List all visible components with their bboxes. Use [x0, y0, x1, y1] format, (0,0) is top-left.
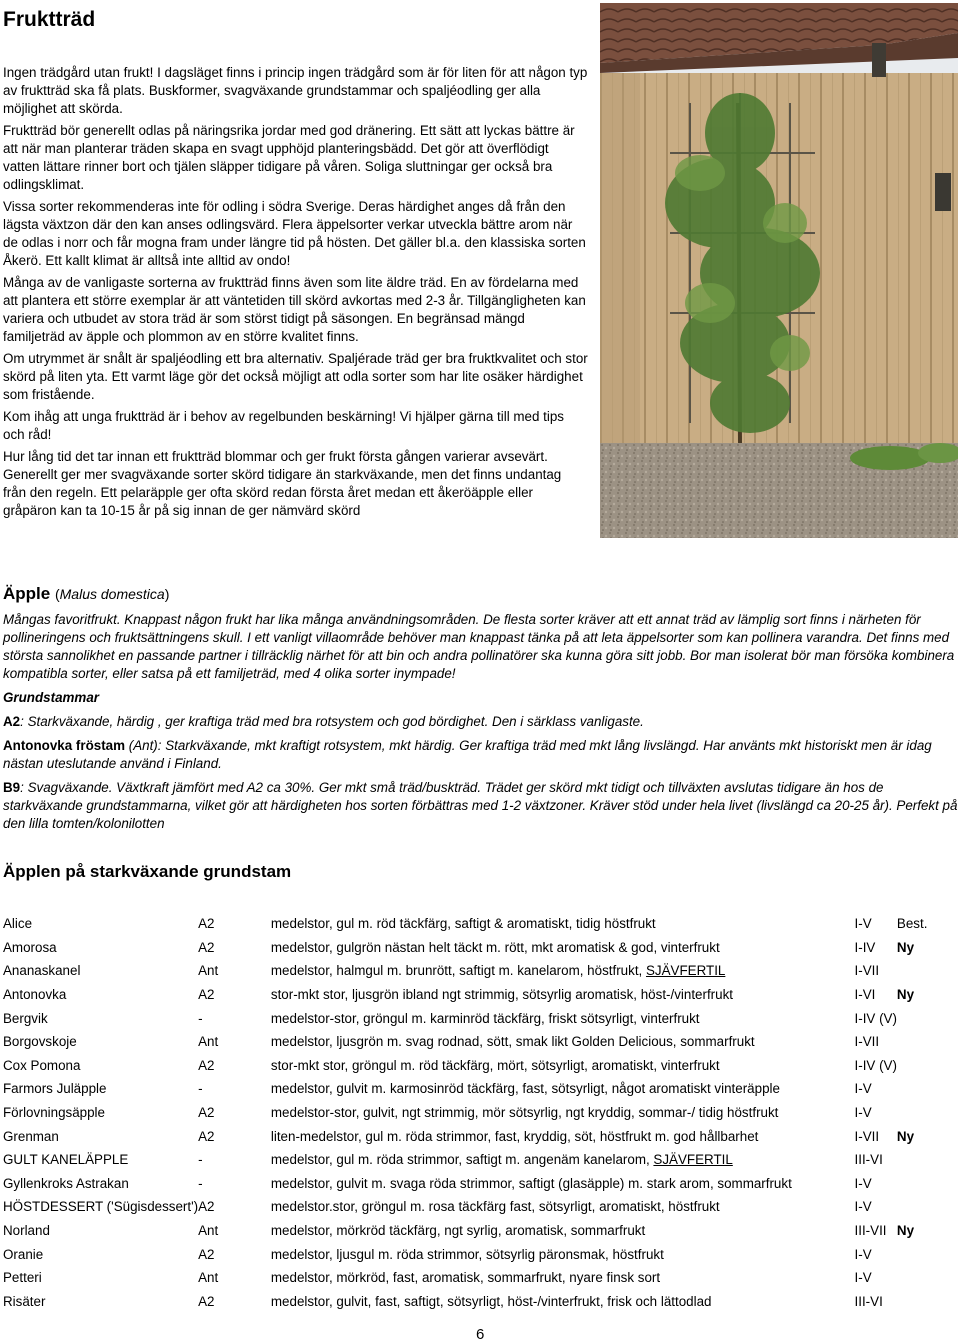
- cultivar-rootstock: A2: [198, 1199, 215, 1215]
- cultivar-name: Cox Pomona: [3, 1057, 81, 1073]
- apple-heading: [3, 584, 169, 604]
- apple-description-text: Mångas favoritfrukt. Knappast någon frukt har lika många användningsområden. De flesta sorter kräver att ett annat träd av lämplig sort finns i närheten för pollineringens och fruktsättningens skull. I ett vanligt villaområde behöver man knappast tänka på att leta äppelsorter som kan pollinera varandra. Det finns med största sannolikhet en passande partner i tillräcklig närhet för att bin och andra pollinatörer ska kunna göra sitt jobb. Bor man isolerat bör man försöka kombinera kompatibla sorter, eller satsa på ett familjeträd, med 4 olika sorter inympade!: [3, 612, 955, 681]
- cultivar-name: HÖSTDESSERT ('Sügisdessert'): [3, 1199, 199, 1215]
- cultivar-description-text: medelstor, gul m. röda strimmor, saftigt m. angenäm kanelarom,: [270, 1152, 654, 1168]
- cultivar-zone: I-VII: [854, 963, 880, 979]
- intro-paragraph: Fruktträd bör generellt odlas på näringsrika jordar med god dränering. Ett sätt att lyckas bättre är att när man planterar träden skapa en svagt upphöjd planteringsbädd. Det gör att överflödigt vatten lättare rinner bort och tjälen släpper tidigare på våren. Soliga sluttningar ger också bra odlingsklimat.: [3, 123, 575, 192]
- rootstock-text: (Ant): Starkväxande, mkt kraftigt rotsystem, mkt härdig. Ger kraftiga träd med mkt lång livslängd. Har använts mkt historiskt men är idag nästan uteslutande använd i Finland.: [3, 738, 932, 771]
- cultivar-note: [897, 1172, 960, 1196]
- cultivar-name: Farmors Juläpple: [3, 1081, 107, 1097]
- cultivar-zone: I-V: [854, 1199, 872, 1215]
- table-row: [3, 936, 960, 960]
- page-number: 6: [476, 1326, 485, 1343]
- intro-paragraph: Kom ihåg att unga fruktträd är i behov av regelbunden beskärning! Vi hjälper gärna till med tips och råd!: [3, 409, 565, 442]
- table-row: [3, 1077, 960, 1101]
- rootstock-entry: [3, 779, 958, 833]
- cultivar-rootstock: A2: [198, 1057, 215, 1073]
- cultivar-table: [3, 912, 960, 1313]
- cultivar-description-text: medelstor, gulvit m. svaga röda strimmor, saftigt (glasäpple) m. stark arom, sommarfrukt: [270, 1175, 792, 1191]
- cultivar-description-text: medelstor, gulvit, fast, saftigt, sötsyrligt, höst-/vinterfrukt, frisk och lättodlad: [270, 1293, 712, 1309]
- cultivar-rootstock: A2: [198, 1128, 215, 1144]
- cultivar-name: Oranie: [3, 1246, 44, 1262]
- cultivar-note: [897, 1006, 960, 1030]
- table-row: [3, 1195, 960, 1219]
- cultivar-zone: III-VI: [854, 1152, 883, 1168]
- table-row: [3, 959, 960, 983]
- cultivar-name: GULT KANELÄPPLE: [3, 1152, 129, 1168]
- cultivar-description-text: medelstor, ljusgul m. röda strimmor, sötsyrlig päronsmak, höstfrukt: [270, 1246, 664, 1262]
- cultivar-rootstock: Ant: [198, 1270, 219, 1286]
- rootstocks-heading: Grundstammar: [3, 690, 99, 705]
- cultivar-description-text: medelstor, gulgrön nästan helt täckt m. rött, mkt aromatisk & god, vinterfrukt: [270, 939, 720, 955]
- cultivar-name: Alice: [3, 916, 33, 932]
- cultivar-rootstock: A2: [198, 1293, 215, 1309]
- intro-paragraph: Vissa sorter rekommenderas inte för odling i södra Sverige. Deras härdighet anges då från den lägsta växtzon där den kan anses odlingsvärd. Flera äppelsorter verkar utveckla bättre arom när de odlas i norr och får mogna fram under längre tid på hösten. Det gäller bl.a. den klassiska sorten Åkerö. Ett kallt klimat är alltså inte alltid av ondo!: [3, 199, 586, 268]
- cultivar-note: [897, 1242, 960, 1266]
- cultivar-rootstock: A2: [198, 1246, 215, 1262]
- intro-paragraph: Ingen trädgård utan frukt! I dagsläget finns i princip ingen trädgård som är för liten för att någon typ av fruktträd ska få plats. Buskformer, svagväxande grundstammar och spaljéodling ger alla möjlighet att skörda.: [3, 65, 588, 116]
- table-row: [3, 912, 960, 936]
- cultivar-description: [271, 1148, 855, 1172]
- cultivar-rootstock: A2: [198, 987, 215, 1003]
- cultivar-zone: III-VII: [854, 1223, 887, 1239]
- rootstock-text: : Starkväxande, härdig , ger kraftiga träd med bra rotsystem och god bördighet. Den i särklass vanligaste.: [20, 714, 644, 729]
- cultivar-zone: I-V: [854, 916, 872, 932]
- cultivar-note: Ny: [896, 939, 915, 955]
- cultivar-description-text: medelstor, mörkröd täckfärg, ngt syrlig, aromatisk, sommarfrukt: [270, 1223, 646, 1239]
- cultivar-description: [271, 1242, 855, 1266]
- cultivar-description: [271, 1077, 855, 1101]
- cultivar-rootstock: A2: [198, 1105, 215, 1121]
- cultivar-description: [271, 912, 855, 936]
- cultivar-description: [271, 1266, 855, 1290]
- cultivar-note: [897, 1054, 960, 1078]
- cultivar-description-text: medelstor-stor, gröngul m. karminröd täckfärg, friskt sötsyrligt, vinterfrukt: [270, 1010, 700, 1026]
- cultivar-description-text: medelstor, ljusgrön m. svag rodnad, sött, smak likt Golden Delicious, sommarfrukt: [270, 1034, 755, 1050]
- apple-description: [3, 611, 958, 839]
- cultivar-description: [271, 1290, 855, 1314]
- cultivar-description-text: medelstor, gulvit m. karmosinröd täckfärg, fast, sötsyrligt, något aromatiskt vinteräpple: [270, 1081, 780, 1097]
- rootstock-entry: [3, 737, 958, 773]
- rootstock-name: Antonovka fröstam: [3, 738, 126, 753]
- cultivar-note: [897, 1148, 960, 1172]
- cultivar-description-text: liten-medelstor, gul m. röda strimmor, fast, kryddig, söt, höstfrukt m. god hållbarhet: [270, 1128, 759, 1144]
- cultivar-description-text: stor-mkt stor, gröngul m. röd täckfärg, mört, sötsyrligt, aromatiskt, vinterfrukt: [270, 1057, 720, 1073]
- cultivar-rootstock: A2: [198, 939, 215, 955]
- cultivar-description: [271, 1219, 855, 1243]
- apple-latin-close: ): [164, 586, 170, 602]
- cultivar-zone: I-IV (V): [854, 1010, 897, 1026]
- cultivar-description: [271, 959, 855, 983]
- cultivar-description: [271, 1006, 855, 1030]
- table-row: [3, 1266, 960, 1290]
- apple-latin-name: Malus domestica: [59, 586, 165, 602]
- cultivar-rootstock: Ant: [198, 1223, 219, 1239]
- cultivar-note: Ny: [896, 1128, 915, 1144]
- cultivar-note: [897, 1030, 960, 1054]
- table-row: [3, 983, 960, 1007]
- cultivar-description-text: medelstor, halmgul m. brunrött, saftigt m. kanelarom, höstfrukt,: [270, 963, 646, 979]
- apple-heading-text: Äpple: [3, 584, 51, 603]
- cultivar-description-text: stor-mkt stor, ljusgrön ibland ngt strimmig, sötsyrlig aromatisk, höst-/vinterfrukt: [270, 987, 734, 1003]
- cultivar-zone: I-V: [854, 1081, 872, 1097]
- intro-paragraph: Många av de vanligaste sorterna av fruktträd finns även som lite äldre träd. En av fördelarna med att plantera ett större exemplar är att väntetiden till skörd avkortas med 2-3 år. Tillgängligheten kan variera och utbudet av stora träd är som störst tidigt på säsongen. En begränsad mängd familjeträd av äpple och plommon av en större kvalitet finns.: [3, 275, 586, 344]
- cultivar-zone: I-VI: [854, 987, 876, 1003]
- cultivar-note: [897, 1077, 960, 1101]
- cultivar-description-text: medelstor.stor, gröngul m. rosa täckfärg fast, sötsyrligt, aromatiskt, höstfrukt: [270, 1199, 720, 1215]
- intro-text: [3, 64, 588, 524]
- cultivar-note: [897, 1266, 960, 1290]
- rootstock-text: : Svagväxande. Växtkraft jämfört med A2 ca 30%. Ger mkt små träd/buskträd. Trädet ger skörd mkt tidigt och tillväxten avslutas tidigare än hos de starkväxande grundstammarna, vilket gör att härdigheten hos sorten förbättras med 1-2 växtzoner. Kräver stöd under hela livet (livslängd ca 20-25 år). Perfekt på den lilla tomten/kolonilotten: [3, 780, 958, 831]
- table-row: [3, 1290, 960, 1314]
- cultivar-description: [271, 1101, 855, 1125]
- cultivar-description: [271, 1172, 855, 1196]
- table-row: [3, 1030, 960, 1054]
- cultivar-note: [897, 1195, 960, 1219]
- cultivar-zone: I-VII: [854, 1034, 880, 1050]
- espalier-tree-photo: [600, 3, 958, 538]
- cultivar-name: Ananaskanel: [3, 963, 81, 979]
- cultivar-description-text: medelstor, gul m. röd täckfärg, saftigt & aromatiskt, tidig höstfrukt: [270, 916, 656, 932]
- cultivar-note: [897, 1290, 960, 1314]
- self-fertile-label: SJÄVFERTIL: [653, 1152, 733, 1168]
- cultivar-rootstock: -: [198, 1152, 203, 1168]
- cultivar-name: Grenman: [3, 1128, 59, 1144]
- page-title: Fruktträd: [3, 8, 96, 31]
- cultivar-note: Ny: [896, 987, 915, 1003]
- table-row: [3, 1006, 960, 1030]
- cultivar-description: [271, 983, 855, 1007]
- cultivar-zone: I-VII: [854, 1128, 880, 1144]
- cultivar-name: Petteri: [3, 1270, 42, 1286]
- cultivar-note: Best.: [896, 916, 928, 932]
- cultivar-zone: III-VI: [854, 1293, 883, 1309]
- cultivar-name: Antonovka: [3, 987, 67, 1003]
- cultivar-zone: I-V: [854, 1246, 872, 1262]
- table-row: [3, 1148, 960, 1172]
- cultivar-zone: I-V: [854, 1270, 872, 1286]
- rootstock-entry: [3, 713, 958, 731]
- apple-latin-open: (: [54, 586, 60, 602]
- cultivar-name: Gyllenkroks Astrakan: [3, 1175, 129, 1191]
- cultivar-description-text: medelstor, mörkröd, fast, aromatisk, sommarfrukt, nyare finsk sort: [270, 1270, 661, 1286]
- cultivar-zone: I-V: [854, 1105, 872, 1121]
- cultivar-description: [271, 1054, 855, 1078]
- table-row: [3, 1101, 960, 1125]
- table-row: [3, 1054, 960, 1078]
- cultivar-zone: I-IV: [854, 939, 876, 955]
- table-row: [3, 1172, 960, 1196]
- rootstock-name: B9: [3, 780, 21, 795]
- cultivar-rootstock: -: [198, 1175, 203, 1191]
- cultivar-description: [271, 1030, 855, 1054]
- cultivar-name: Borgovskoje: [3, 1034, 77, 1050]
- intro-paragraph: Hur lång tid det tar innan ett fruktträd blommar och ger frukt första gången varierar avsevärt. Generellt ger mer svagväxande sorter skörd tidigare än starkväxande, men det finns undantag från den regeln. Ett pelaräpple ger ofta skörd redan första året medan ett åkeröäpple eller gråpäron kan ta 10-15 år på sig innan de ger nämvärd skörd: [3, 449, 562, 518]
- cultivar-rootstock: Ant: [198, 1034, 219, 1050]
- cultivar-name: Amorosa: [3, 939, 57, 955]
- cultivar-rootstock: -: [198, 1081, 203, 1097]
- self-fertile-label: SJÄVFERTIL: [645, 963, 726, 979]
- cultivar-description-text: medelstor-stor, gulvit, ngt strimmig, mör sötsyrlig, ngt kryddig, sommar-/ tidig höstfrukt: [270, 1105, 779, 1121]
- cultivar-zone: I-IV (V): [854, 1057, 897, 1073]
- cultivar-name: Förlovningsäpple: [3, 1105, 105, 1121]
- rootstock-name: A2: [3, 714, 21, 729]
- cultivar-rootstock: A2: [198, 916, 215, 932]
- cultivar-zone: I-V: [854, 1175, 872, 1191]
- cultivar-description: [271, 936, 855, 960]
- table-row: [3, 1242, 960, 1266]
- intro-paragraph: Om utrymmet är snålt är spaljéodling ett bra alternativ. Spaljérade träd ger bra fruktkvalitet och stor skörd på liten yta. Ett varmt läge gör det också möjligt att odla sorter som har lite osäker härdighet som fristående.: [3, 351, 588, 402]
- cultivar-rootstock: Ant: [198, 963, 219, 979]
- cultivar-name: Risäter: [3, 1293, 46, 1309]
- cultivar-rootstock: -: [198, 1010, 203, 1026]
- cultivar-description: [271, 1124, 855, 1148]
- table-row: [3, 1124, 960, 1148]
- cultivar-table-body: [3, 912, 960, 1313]
- cultivar-name: Norland: [3, 1223, 50, 1239]
- cultivar-note: [897, 1101, 960, 1125]
- strong-rootstock-heading: Äpplen på starkväxande grundstam: [3, 862, 292, 881]
- cultivar-note: [897, 959, 960, 983]
- cultivar-description: [271, 1195, 855, 1219]
- cultivar-name: Bergvik: [3, 1010, 48, 1026]
- table-row: [3, 1219, 960, 1243]
- cultivar-note: Ny: [896, 1223, 915, 1239]
